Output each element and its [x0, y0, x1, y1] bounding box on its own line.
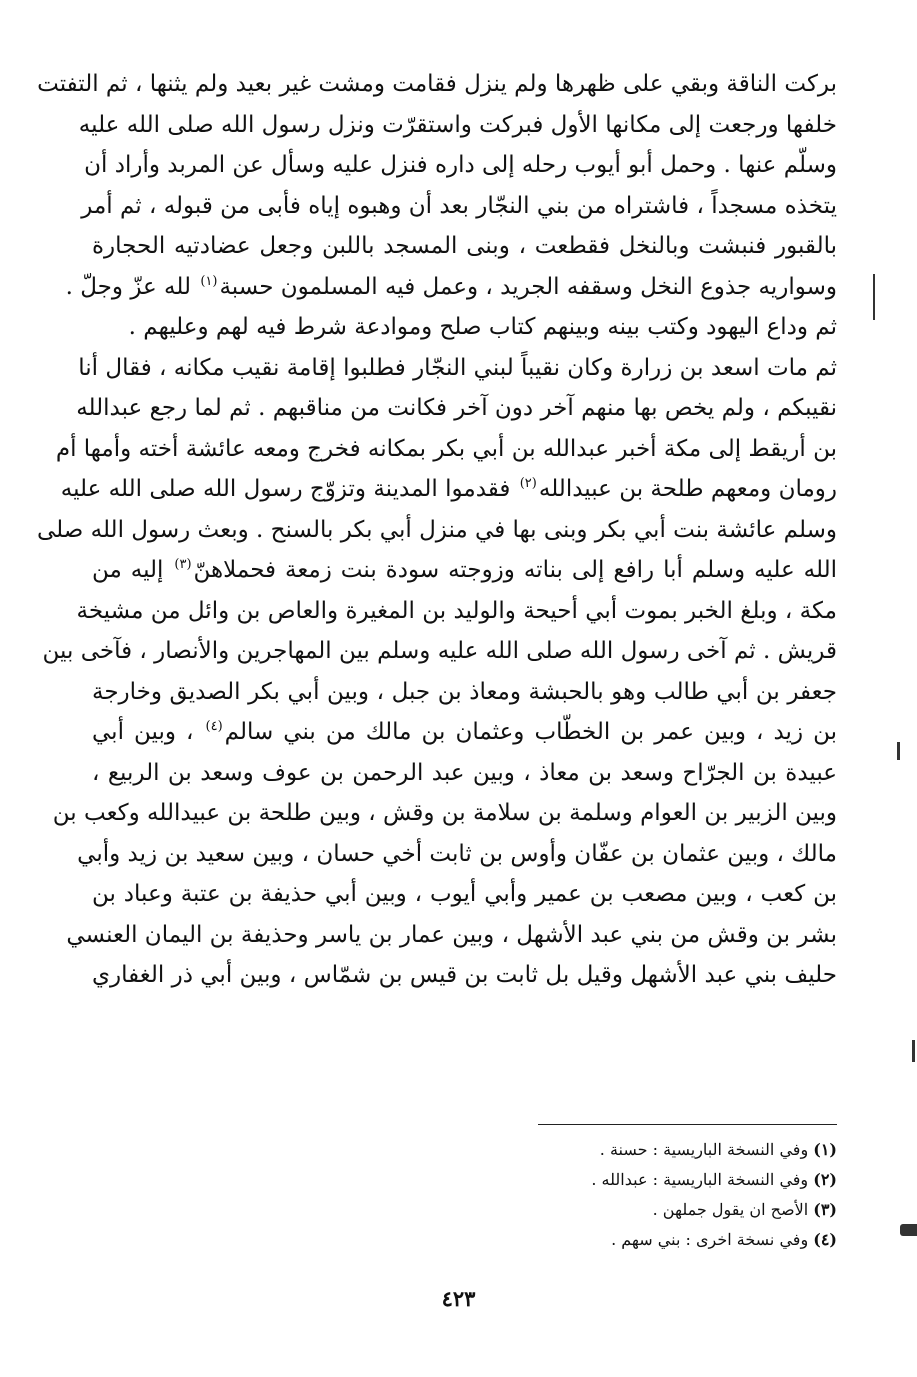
margin-mark	[897, 742, 900, 760]
footnote-number: (٤)	[813, 1230, 837, 1249]
footnote-text: وفي النسخة الباريسية : عبدالله .	[591, 1170, 814, 1189]
text-line-14: مكة ، وبلغ الخبر بموت أبي أحيحة والوليد بن المغيرة والعاص بن وائل من مشيخة	[76, 597, 837, 624]
text-line-16: جعفر بن أبي طالب وهو بالحبشة ومعاذ بن جبل ، وبين أبي بكر الصديق وخارجة	[92, 678, 837, 705]
footnote-ref-3[interactable]: (٣)	[174, 557, 192, 573]
footnote-text: وفي نسخة اخرى : بني سهم .	[611, 1230, 814, 1249]
text-line-12: وسلم عائشة بنت أبي بكر وبنى بها في منزل أبي بكر بالسنح . وبعث رسول الله صلى	[36, 516, 837, 543]
text-line-19: وبين الزبير بن العوام وسلمة بن سلامة بن وقش ، وبين طلحة بن عبيدالله وكعب بن	[52, 800, 837, 826]
footnote-3	[450, 1195, 837, 1225]
text-line-17: بن زيد ، وبين عمر بن الخطّاب وعثمان بن مالك من بني سالم$^{(٤)}$ ، وبين أبي	[92, 719, 838, 745]
page-number: ٤٢٣	[441, 1286, 476, 1311]
text-line-5: بالقبور فنبشت وبالنخل فقطعت ، وبنى المسجد باللبن وجعل عضادتيه الحجارة	[92, 233, 837, 259]
text-line-23: حليف بني عبد الأشهل وقيل بل ثابت بن قيس بن شمّاس ، وبين أبي ذر الغفاري	[92, 962, 837, 988]
footnote-ref-1[interactable]: (١)	[200, 273, 218, 289]
footnote-ref-2[interactable]: (٢)	[519, 476, 537, 492]
text-line-15: قريش . ثم آخى رسول الله صلى الله عليه وسلم بين المهاجرين والأنصار ، فآخى بين	[42, 638, 837, 664]
text-line-4: يتخذه مسجداً ، فاشتراه من بني النجّار بعد أن وهبوه إياه فأبى من قبوله ، ثم أمر	[81, 192, 837, 219]
footnote-text: الأصح ان يقول جملهن .	[652, 1200, 814, 1219]
text-line-2: خلفها ورجعت إلى مكانها الأول فبركت واستقرّت ونزل رسول الله صلى الله عليه	[78, 111, 837, 138]
footnotes	[450, 1135, 837, 1255]
text-line-10: بن أريقط إلى مكة أخبر عبدالله بن أبي بكر بمكانه فخرج ومعه عائشة أخته وأمها أم	[55, 435, 837, 462]
text-line-11: رومان ومعهم طلحة بن عبيدالله$^{(٢)}$ فقدموا المدينة وتزوّج رسول الله صلى الله عليه	[60, 476, 837, 502]
text-line-6: وسواريه جذوع النخل وسقفه الجريد ، وعمل فيه المسلمون حسبة$^{(١)}$ لله عزّ وجلّ .	[65, 273, 837, 300]
footnote-number: (١)	[813, 1140, 837, 1159]
footnote-text: وفي النسخة الباريسية : حسنة .	[599, 1140, 814, 1159]
footnote-4	[450, 1225, 837, 1255]
margin-mark	[873, 274, 875, 320]
footnote-ref-4[interactable]: (٤)	[205, 719, 223, 735]
margin-mark	[912, 1040, 915, 1062]
text-line-22: بشر بن وقش من بني عبد الأشهل ، وبين عمار بن ياسر وحذيفة بن اليمان العنسي	[66, 921, 837, 948]
scan-edge-mark	[900, 1224, 917, 1236]
footnote-number: (٢)	[813, 1170, 837, 1189]
text-line-18: عبيدة بن الجرّاح وسعد بن معاذ ، وبين عبد الرحمن بن عوف وسعد بن الربيع ،	[92, 759, 837, 786]
text-line-8: ثم مات اسعد بن زرارة وكان نقيباً لبني النجّار فطلبوا إقامة نقيب مكانه ، فقال أنا	[78, 354, 837, 381]
text-line-9: نقيبكم ، ولم يخص بها منهم آخر دون آخر فكانت من مناقبهم . ثم لما رجع عبدالله	[76, 395, 837, 421]
text-line-7: ثم وداع اليهود وكتب بينه وبينهم كتاب صلح وموادعة شرط فيه لهم وعليهم .	[128, 314, 837, 340]
text-line-13: الله عليه وسلم أبا رافع إلى بناته وزوجته سودة بنت زمعة فحملاهنّ$^{(٣)}$ إليه من	[92, 557, 837, 583]
footnote-number: (٣)	[813, 1200, 837, 1219]
text-line-1: بركت الناقة وبقي على ظهرها ولم ينزل فقامت ومشت غير بعيد ولم يثنها ، ثم التفتت	[37, 71, 837, 97]
main-text	[36, 64, 838, 996]
footnote-2	[450, 1165, 837, 1195]
text-line-20: مالك ، وبين عثمان بن عفّان وأوس بن ثابت أخي حسان ، وبين سعيد بن زيد وأبي	[77, 840, 837, 867]
text-line-3: وسلّم عنها . وحمل أبو أيوب رحله إلى داره فنزل عليه وسأل عن المربد وأراد أن	[84, 152, 837, 178]
footnote-1	[450, 1135, 837, 1165]
text-line-21: بن كعب ، وبين مصعب بن عمير وأبي أيوب ، وبين أبي حذيفة بن عتبة وعباد بن	[92, 881, 837, 907]
footnote-divider	[538, 1124, 837, 1125]
